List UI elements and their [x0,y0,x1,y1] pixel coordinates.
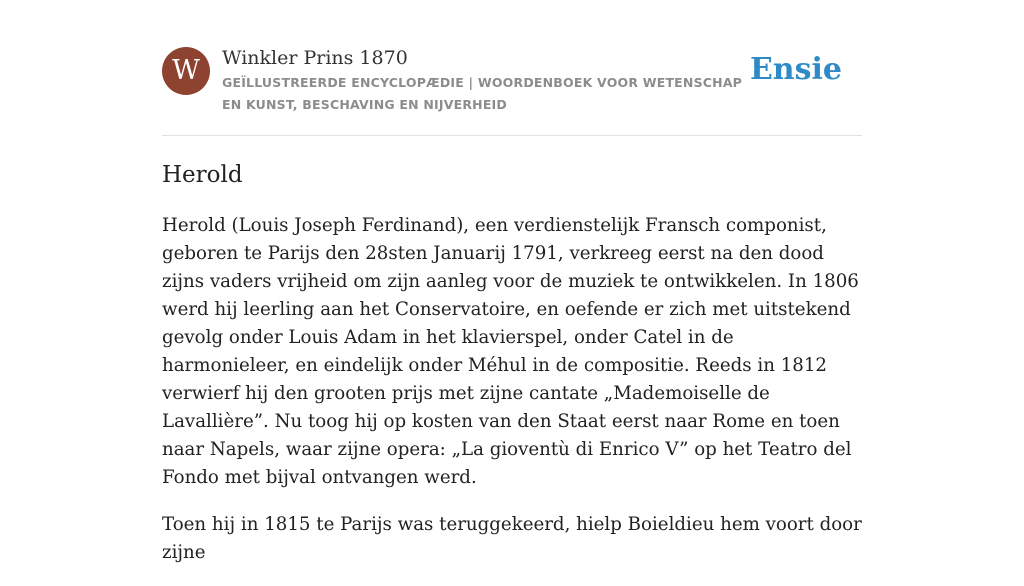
entry-paragraph: Toen hij in 1815 te Parijs was teruggekeerd, hielp Boieldieu hem voort door zijne [162,514,862,563]
entry-body [162,212,862,586]
source-title[interactable]: Winkler Prins 1870 [222,47,408,69]
ensie-logo-link[interactable]: Ensie [749,52,842,87]
content-column [162,0,862,563]
entry-title: Herold [162,162,243,188]
source-subtitle: GEÏLLUSTREERDE ENCYCLOPÆDIE | WOORDENBOEK VOOR WETENSCHAP EN KUNST, BESCHAVING EN NIJVERHEID [222,75,743,112]
entry-paragraph: Herold (Louis Joseph Ferdinand), een verdienstelijk Fransch componist, geboren te Parijs den 28sten Januarij 1791, verkreeg eerst na den dood zijns vaders vrijheid om zijn aanleg voor de muziek te ontwikkelen. In 1806 werd hij leerling aan het Conservatoire, en oefende er zich met uitstekend gevolg onder Louis Adam in het klavierspel, onder Catel in de harmonieleer, en eindelijk onder Méhul in de compositie. Reeds in 1812 verwierf hij den grooten prijs met zijne cantate „Mademoiselle de Lavallière”. Nu toog hij op kosten van den Staat eerst naar Rome en toen naar Napels, waar zijne opera: „La gioventù di Enrico V” op het Teatro del Fondo met bijval ontvangen werd. [162,215,859,488]
source-avatar[interactable]: W [162,47,210,95]
source-header [162,0,862,136]
